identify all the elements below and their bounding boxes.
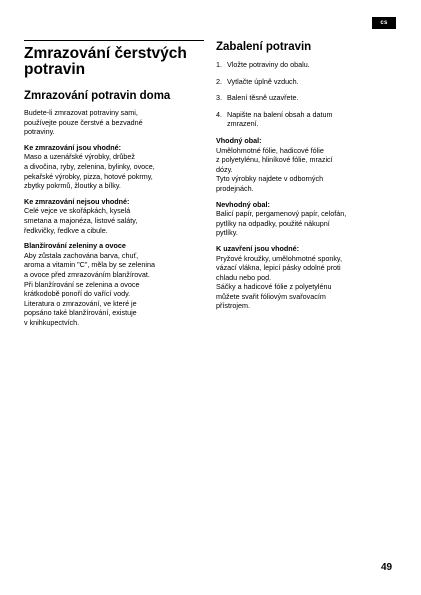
- list-item: [216, 60, 396, 70]
- suitable-packaging-text: Umělohmotné fólie, hadicové fólie z polyetylénu, hliníkové fólie, mrazicí dózy. Tyto výrobky najdete v odborných prodejnách.: [216, 145, 333, 193]
- suitable-foods-text: Maso a uzenářské výrobky, drůbež a divočina, ryby, zelenina, bylinky, ovoce, pekařské výrobky, pizza, hotové pokrmy, zbytky pokrmů, žloutky a bílky.: [24, 152, 155, 191]
- unsuitable-foods-text: Celé vejce ve skořápkách, kyselá smetana a majonéza, listové saláty, ředkvičky, ředkve a cibule.: [24, 206, 138, 235]
- closure-text: Pryžové kroužky, umělohmotné sponky, vázací vlákna, lepicí pásky odolné proti chladu nebo pod. Sáčky a hadicové fólie z polyetylénu můžete svařit fóliovým svařovacím přístrojem.: [216, 253, 342, 311]
- unsuitable-foods-heading: Ke zmrazování nejsou vhodné:: [24, 196, 130, 206]
- left-column: [24, 40, 204, 327]
- packaging-steps: [216, 60, 396, 129]
- step-number: 3.: [216, 93, 222, 103]
- step-text: Napište na balení obsah a datum zmrazení.: [227, 109, 333, 129]
- step-text: Vytlačte úplně vzduch.: [227, 76, 299, 86]
- list-item: [216, 110, 396, 129]
- step-number: 2.: [216, 76, 222, 86]
- step-number: 1.: [216, 60, 222, 69]
- blanching-text: Aby zůstala zachována barva, chuť, aroma a vitamin "C", měla by se zelenina a ovoce před zmrazováním blanžírovat. Při blanžírování se zelenina a ovoce krátkodobě ponoří do vařící vody. Literatura o zmrazování, ve které je popsáno také blanžírování, existuje v knihkupectvích.: [24, 250, 155, 327]
- step-number: 4.: [216, 109, 222, 119]
- step-text: Balení těsně uzavřete.: [227, 93, 299, 103]
- list-item: [216, 77, 396, 87]
- suitable-foods-heading: Ke zmrazování jsou vhodné:: [24, 142, 122, 152]
- unsuitable-packaging-text: Balicí papír, pergamenový papír, celofán, pytlíky na odpadky, použité nákupní pytlíky.: [216, 209, 347, 238]
- unsuitable-packaging-heading: Nevhodný obal:: [216, 199, 270, 209]
- suitable-packaging-heading: Vhodný obal:: [216, 135, 262, 145]
- right-column: [216, 40, 396, 311]
- blanching-heading: Blanžírování zeleniny a ovoce: [24, 241, 126, 251]
- page-number: 49: [381, 562, 393, 573]
- section-title-home-freezing: Zmrazování potravin doma: [24, 90, 171, 102]
- intro-text: Budete-li zmrazovat potraviny sami, používejte pouze čerstvé a bezvadné potraviny.: [24, 108, 143, 137]
- language-badge: cs: [372, 17, 396, 29]
- section-title-packaging: Zabalení potravin: [216, 41, 312, 53]
- closure-heading: K uzavření jsou vhodné:: [216, 243, 300, 253]
- step-text: Vložte potraviny do obalu.: [227, 60, 310, 69]
- title-rule: [24, 40, 204, 41]
- list-item: [216, 93, 396, 103]
- page-title: Zmrazování čerstvých potravin: [24, 45, 187, 78]
